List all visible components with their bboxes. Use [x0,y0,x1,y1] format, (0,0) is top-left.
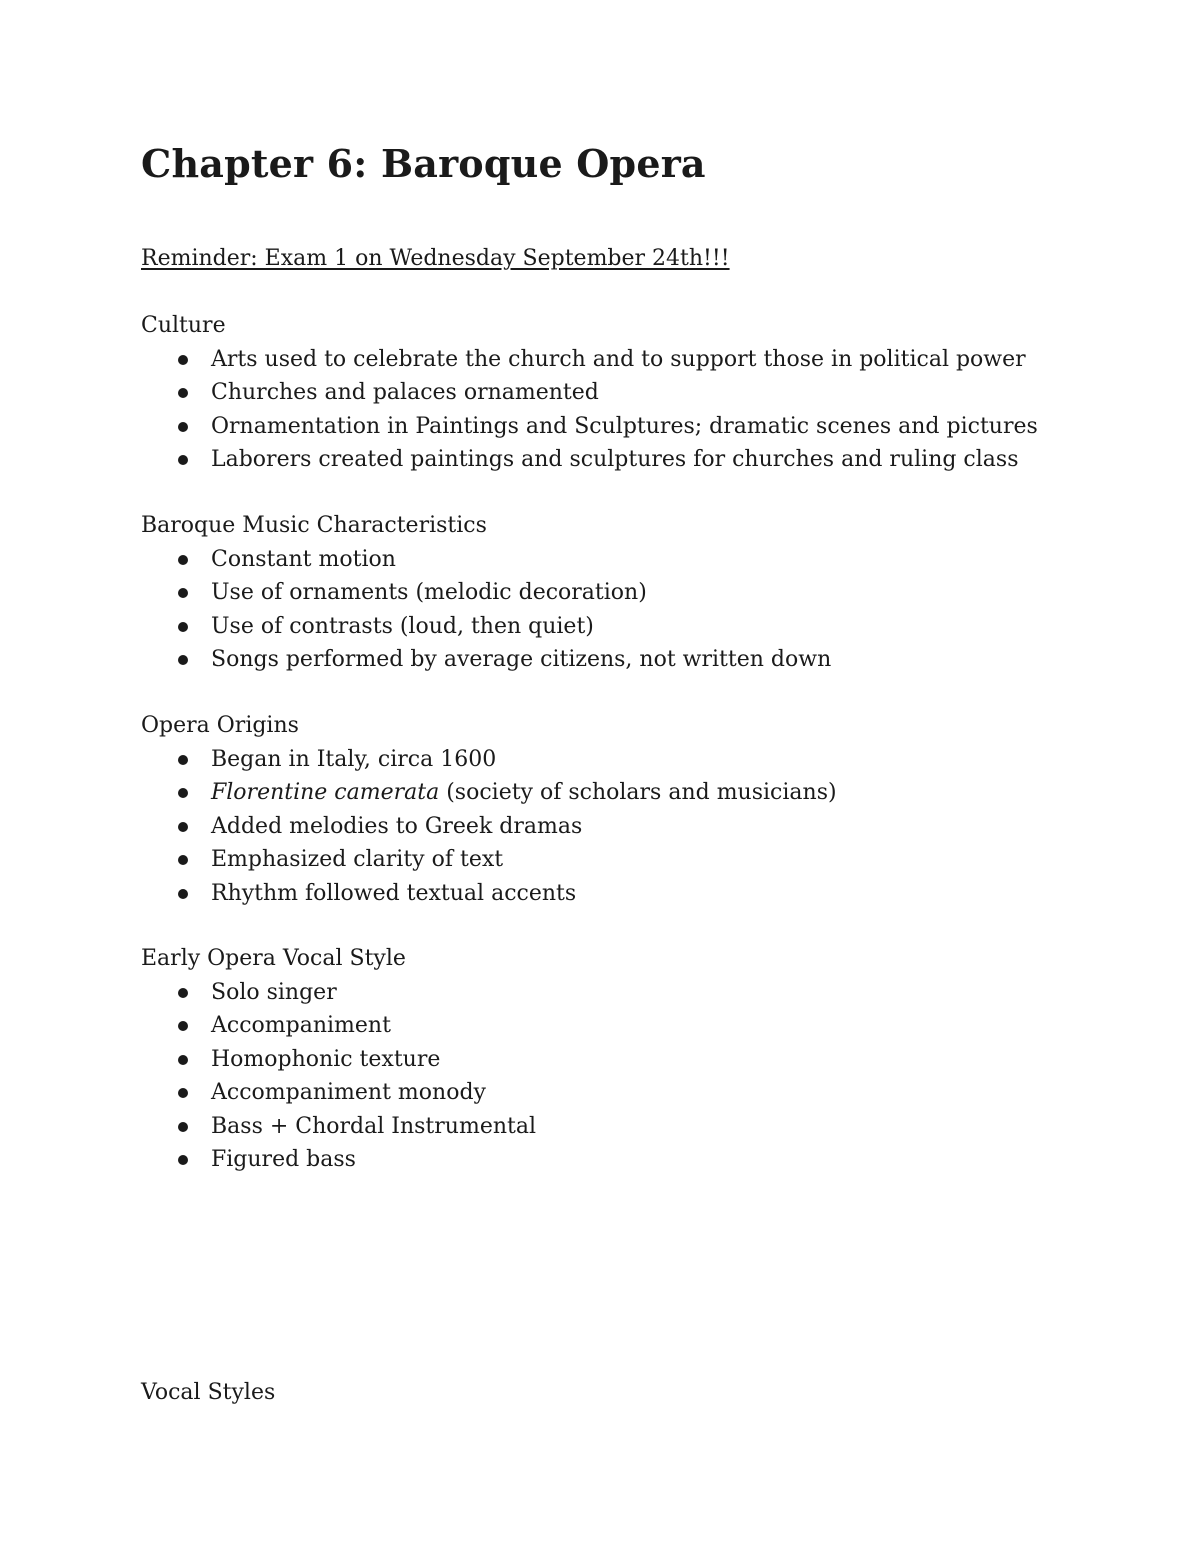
list-item [211,1043,1141,1077]
list-item-text: Emphasized clarity of text [211,847,504,872]
list-item-text: Rhythm followed textual accents [211,880,577,906]
list-item-text: (society of scholars and musicians) [439,780,837,805]
list-item-text: Churches and palaces ornamented [211,380,599,405]
bullet-icon [178,655,188,665]
exam-reminder: Reminder: Exam 1 on Wednesday September 24th!!! [141,246,730,271]
list-item [211,877,1141,911]
bullet-icon [178,1021,188,1031]
bullet-icon [178,455,188,465]
list-item-text: Constant motion [211,546,396,572]
list-item [211,810,1141,844]
list-item [211,1009,1141,1043]
list-item-italic-term: Florentine camerata [211,780,440,805]
list-item-text: Began in Italy, circa 1600 [211,746,497,772]
section-vocal-styles [141,1376,1141,1410]
list-item-text: Arts used to celebrate the church and to support those in political power [211,346,1026,372]
list-item-text: Laborers created paintings and sculptures for churches and ruling class [211,447,1019,472]
list-item [211,1076,1141,1110]
bullet-icon [178,1155,188,1165]
section-heading: Culture [141,313,226,338]
list-item-text: Homophonic texture [211,1046,441,1072]
list-item-text: Songs performed by average citizens, not written down [211,647,832,672]
list-item-text: Solo singer [211,979,337,1005]
page-title: Chapter 6: Baroque Opera [141,141,706,186]
bullet-icon [178,855,188,865]
list-item [211,1143,1141,1177]
list-item [211,543,1141,577]
bullet-list [141,976,1141,1177]
bullet-icon [178,388,188,398]
list-item-text: Ornamentation in Paintings and Sculptures; dramatic scenes and pictures [211,413,1038,439]
bullet-icon [178,588,188,598]
list-item [211,343,1141,377]
bullet-icon [178,1122,188,1132]
list-item [211,610,1141,644]
bullet-icon [178,422,188,432]
list-item-text: Use of contrasts (loud, then quiet) [211,613,594,639]
section-heading: Vocal Styles [141,1380,276,1405]
section-early-opera-vocal-style [141,942,1141,1177]
section-culture [141,309,1141,477]
list-item-text: Accompaniment monody [211,1080,486,1105]
bullet-list [141,743,1141,911]
list-item [211,776,1141,810]
list-item [211,376,1141,410]
section-heading: Opera Origins [141,713,299,738]
list-item [211,843,1141,877]
list-item [211,743,1141,777]
bullet-icon [178,355,188,365]
list-item-text: Added melodies to Greek dramas [211,813,583,839]
list-item [211,1110,1141,1144]
section-heading: Baroque Music Characteristics [141,513,487,538]
bullet-icon [178,755,188,765]
list-item [211,443,1141,477]
list-item-text: Bass + Chordal Instrumental [211,1113,536,1139]
bullet-icon [178,1055,188,1065]
list-item-text: Figured bass [211,1147,356,1172]
section-opera-origins [141,709,1141,910]
list-item [211,576,1141,610]
list-item-text: Use of ornaments (melodic decoration) [211,580,647,605]
bullet-icon [178,822,188,832]
bullet-list [141,343,1141,477]
section-heading: Early Opera Vocal Style [141,946,406,971]
bullet-list [141,543,1141,677]
list-item-text: Accompaniment [211,1013,391,1038]
bullet-icon [178,555,188,565]
list-item [211,976,1141,1010]
bullet-icon [178,1088,188,1098]
section-baroque-music-characteristics [141,509,1141,677]
bullet-icon [178,889,188,899]
bullet-icon [178,988,188,998]
list-item [211,643,1141,677]
bullet-icon [178,622,188,632]
bullet-icon [178,788,188,798]
list-item [211,410,1141,444]
